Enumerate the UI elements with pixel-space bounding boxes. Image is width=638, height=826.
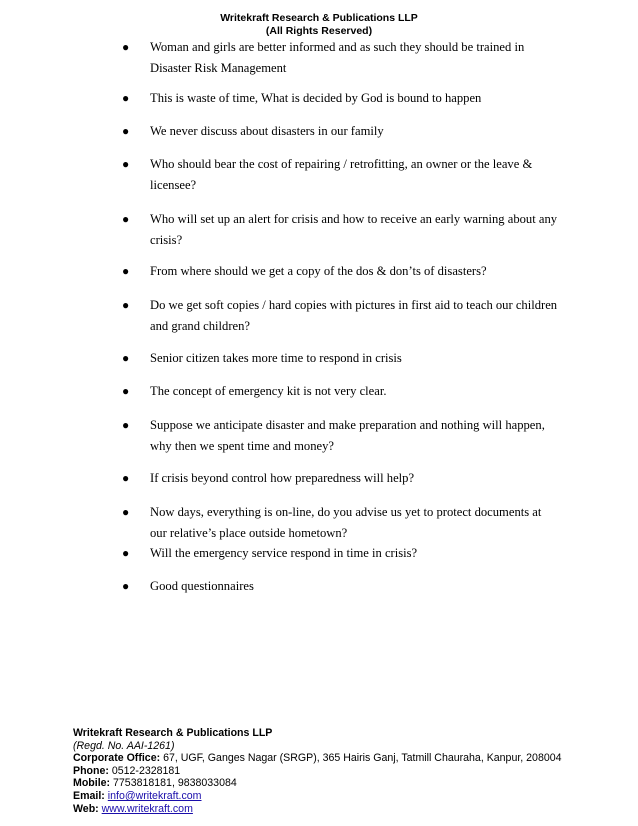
web-label: Web: — [73, 802, 99, 815]
footer-email — [73, 790, 593, 803]
bullet-icon: ● — [122, 298, 130, 312]
footer-regd: (Regd. No. AAI-1261) — [73, 739, 175, 752]
bullet-icon: ● — [122, 40, 130, 54]
list-item-text: If crisis beyond control how preparedness will help? — [150, 471, 415, 485]
bullet-icon: ● — [122, 264, 130, 278]
list-item-text: Who will set up an alert for crisis and how to receive an early warning about any crisis? — [150, 212, 558, 247]
list-item — [121, 37, 561, 78]
web-link[interactable]: www.writekraft.com — [101, 802, 193, 815]
list-item-text: Woman and girls are better informed and as such they should be trained in Disaster Risk Management — [150, 40, 525, 75]
email-link[interactable]: info@writekraft.com — [107, 789, 202, 802]
list-item-text: The concept of emergency kit is not very clear. — [150, 384, 387, 398]
email-label: Email: — [73, 789, 105, 802]
bullet-icon: ● — [122, 91, 130, 105]
list-item-text: We never discuss about disasters in our family — [150, 124, 384, 138]
bullet-icon: ● — [122, 157, 130, 171]
footer-office — [73, 752, 593, 765]
list-item-text: Good questionnaires — [150, 579, 254, 593]
bullet-icon: ● — [122, 418, 130, 432]
bullet-icon: ● — [122, 505, 130, 519]
list-item — [121, 88, 561, 109]
list-item-text: Suppose we anticipate disaster and make preparation and nothing will happen, why then we spent time and money? — [150, 418, 545, 453]
office-address: 67, UGF, Ganges Nagar (SRGP), 365 Hairis Ganj, Tatmill Chauraha, Kanpur, 208004 — [160, 752, 562, 765]
list-item-text: Senior citizen takes more time to respond in crisis — [150, 351, 402, 365]
mobile-label: Mobile: — [73, 777, 111, 790]
bullet-icon: ● — [122, 579, 130, 593]
list-item-text: Will the emergency service respond in time in crisis? — [150, 546, 418, 560]
bullet-icon: ● — [122, 471, 130, 485]
list-item — [121, 468, 561, 489]
list-item-text: From where should we get a copy of the dos & don’ts of disasters? — [150, 264, 487, 278]
bullet-icon: ● — [122, 546, 130, 560]
list-item — [121, 261, 561, 282]
list-item-text: Now days, everything is on-line, do you advise us yet to protect documents at our relative’s place outside hometown? — [150, 505, 542, 540]
bullet-icon: ● — [122, 212, 130, 226]
footer-phone — [73, 765, 593, 778]
bullet-icon: ● — [122, 351, 130, 365]
list-item-text: This is waste of time, What is decided by God is bound to happen — [150, 91, 482, 105]
list-item — [121, 381, 561, 402]
list-item — [121, 348, 561, 369]
list-item-text: Who should bear the cost of repairing / retrofitting, an owner or the leave & licensee? — [150, 157, 533, 192]
list-item — [121, 209, 561, 250]
bullet-icon: ● — [122, 384, 130, 398]
list-item — [121, 576, 561, 597]
bullet-icon: ● — [122, 124, 130, 138]
list-item-text: Do we get soft copies / hard copies with pictures in first aid to teach our children and grand children? — [150, 298, 558, 333]
footer-mobile — [73, 777, 593, 790]
mobile-value: 7753818181, 9838033084 — [110, 777, 237, 790]
list-item — [121, 415, 561, 456]
list-item — [121, 543, 561, 564]
list-item — [121, 295, 561, 336]
footer-web — [73, 803, 593, 816]
list-item — [121, 121, 561, 142]
header-company: Writekraft Research & Publications LLP — [220, 12, 418, 24]
office-label: Corporate Office: — [73, 752, 161, 765]
footer-company: Writekraft Research & Publications LLP — [73, 727, 273, 739]
phone-label: Phone: — [73, 764, 109, 777]
footer — [73, 727, 593, 815]
header-rights: (All Rights Reserved) — [265, 25, 373, 37]
list-item — [121, 154, 561, 195]
list-item — [121, 502, 561, 543]
phone-value: 0512-2328181 — [108, 764, 181, 777]
